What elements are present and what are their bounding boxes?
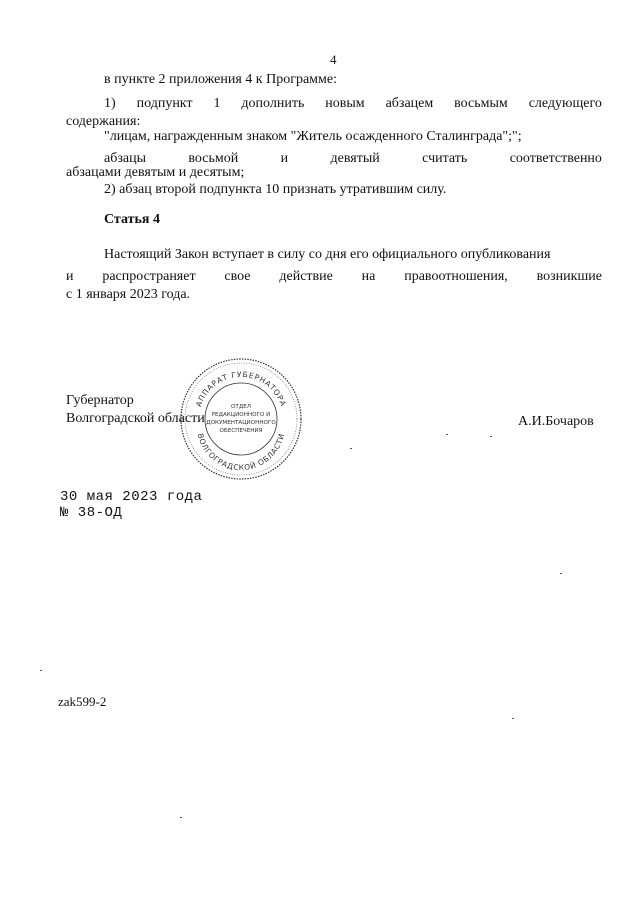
article-line-2-word: на	[361, 269, 376, 284]
seal-outer-text: АППАРАТ ГУБЕРНАТОРА	[194, 369, 288, 408]
scan-speck	[180, 817, 182, 818]
body-line-2	[104, 95, 602, 113]
signature-role-line-2: Волгоградской области	[66, 411, 205, 426]
scan-speck	[490, 436, 492, 437]
article-line-1: Настоящий Закон вступает в силу со дня его официального опубликования	[104, 247, 551, 262]
number-stamp: № 38-ОД	[60, 505, 123, 521]
body-line-2-word: абзацем	[385, 96, 434, 111]
body-line-7: 2) абзац второй подпункта 10 признать утратившим силу.	[104, 182, 447, 197]
article-line-2-word: распространяет	[102, 269, 196, 284]
seal-inner-ring	[205, 383, 277, 455]
signature-role-line-1: Губернатор	[66, 393, 134, 408]
scan-speck	[560, 573, 562, 574]
body-line-2-word: восьмым	[454, 96, 508, 111]
body-line-2-word: дополнить	[241, 96, 305, 111]
date-stamp: 30 мая 2023 года	[60, 489, 203, 505]
scan-speck	[512, 718, 514, 719]
scan-speck	[40, 670, 42, 671]
article-line-2-word: возникшие	[536, 269, 602, 284]
seal-inner-line-4: ОБЕСПЕЧЕНИЯ	[219, 428, 263, 434]
body-line-5-word: соответственно	[509, 151, 602, 166]
footer-code: zak599-2	[58, 694, 107, 709]
body-line-2-word: новым	[325, 96, 365, 111]
article-line-2-word: правоотношения,	[404, 269, 508, 284]
body-line-1: в пункте 2 приложения 4 к Программе:	[104, 72, 337, 87]
scan-speck	[350, 448, 352, 449]
body-line-6: абзацами девятым и десятым;	[66, 165, 245, 180]
seal-inner-line-3: ДОКУМЕНТАЦИОННОГО	[206, 420, 276, 426]
article-line-3: с 1 января 2023 года.	[66, 287, 191, 302]
article-line-2-word: и	[66, 269, 74, 284]
body-line-5-word: абзацы	[104, 151, 146, 166]
signature-name: А.И.Бочаров	[518, 414, 594, 429]
body-line-4: "лицам, награжденным знаком "Житель осажденного Сталинграда";";	[104, 129, 522, 144]
page-number: 4	[330, 52, 337, 67]
body-line-2-word: 1	[213, 96, 221, 111]
seal-inner-line-1: ОТДЕЛ	[231, 404, 251, 410]
article-line-2	[66, 268, 602, 286]
seal-bottom-text: ВОЛГОГРАДСКОЙ ОБЛАСТИ	[195, 432, 287, 473]
seal-inner-line-2: РЕДАКЦИОННОГО И	[211, 412, 271, 418]
body-line-2-word: подпункт	[136, 96, 193, 111]
scan-speck	[446, 434, 448, 435]
article-title: Статья 4	[104, 212, 160, 227]
body-line-5-word: считать	[422, 151, 468, 166]
article-line-2-word: свое	[224, 269, 251, 284]
body-line-5-word: восьмой	[188, 151, 239, 166]
body-line-2-word: следующего	[528, 96, 602, 111]
article-line-2-word: действие	[279, 269, 333, 284]
body-line-5-word: девятый	[330, 151, 380, 166]
body-line-2-word: 1)	[104, 96, 116, 111]
body-line-5-word: и	[280, 151, 289, 166]
body-line-3: содержания:	[66, 114, 141, 129]
